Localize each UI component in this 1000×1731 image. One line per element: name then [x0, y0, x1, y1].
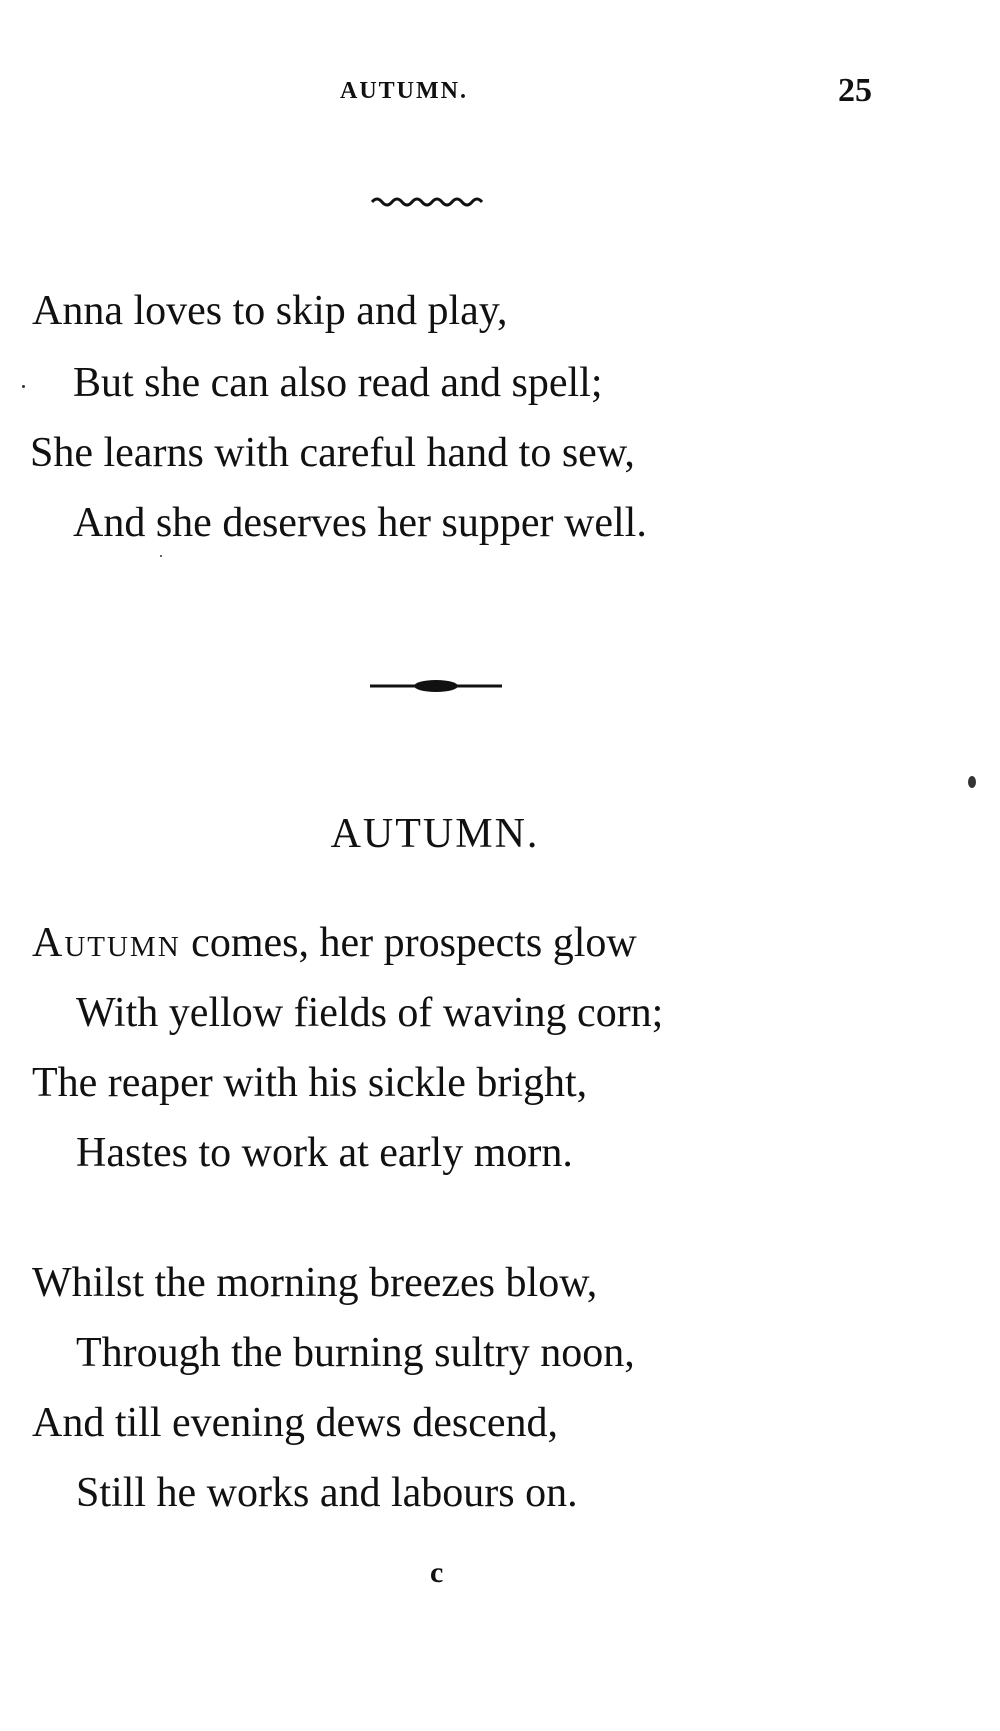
- wavy-ornament: [370, 194, 490, 210]
- signature-mark: c: [430, 1556, 444, 1589]
- section-divider-ornament: [368, 676, 504, 696]
- poem-title: AUTUMN.: [330, 811, 540, 857]
- verse-line: Anna loves to skip and play,: [32, 288, 508, 334]
- verse-line: Whilst the morning breezes blow,: [32, 1260, 598, 1306]
- ink-speck: [968, 776, 976, 788]
- verse-line: With yellow fields of waving corn;: [76, 990, 664, 1036]
- verse-line: Hastes to work at early morn.: [76, 1130, 573, 1176]
- ink-speck: [160, 555, 162, 557]
- verse-line: Still he works and labours on.: [76, 1470, 578, 1516]
- verse-line: But she can also read and spell;: [73, 360, 603, 406]
- verse-line-first: [32, 922, 637, 964]
- page-number: 25: [838, 72, 872, 109]
- verse-line: The reaper with his sickle bright,: [32, 1060, 588, 1106]
- drop-word: Autumn: [32, 920, 181, 966]
- running-title: AUTUMN.: [340, 78, 468, 104]
- verse-line: Through the burning sultry noon,: [76, 1330, 635, 1376]
- first-line-rest: comes, her prospects glow: [180, 920, 637, 966]
- ink-speck: [22, 385, 25, 388]
- verse-line: And till evening dews descend,: [32, 1400, 559, 1446]
- verse-line: And she deserves her supper well.: [73, 500, 647, 546]
- verse-line: She learns with careful hand to sew,: [30, 430, 635, 476]
